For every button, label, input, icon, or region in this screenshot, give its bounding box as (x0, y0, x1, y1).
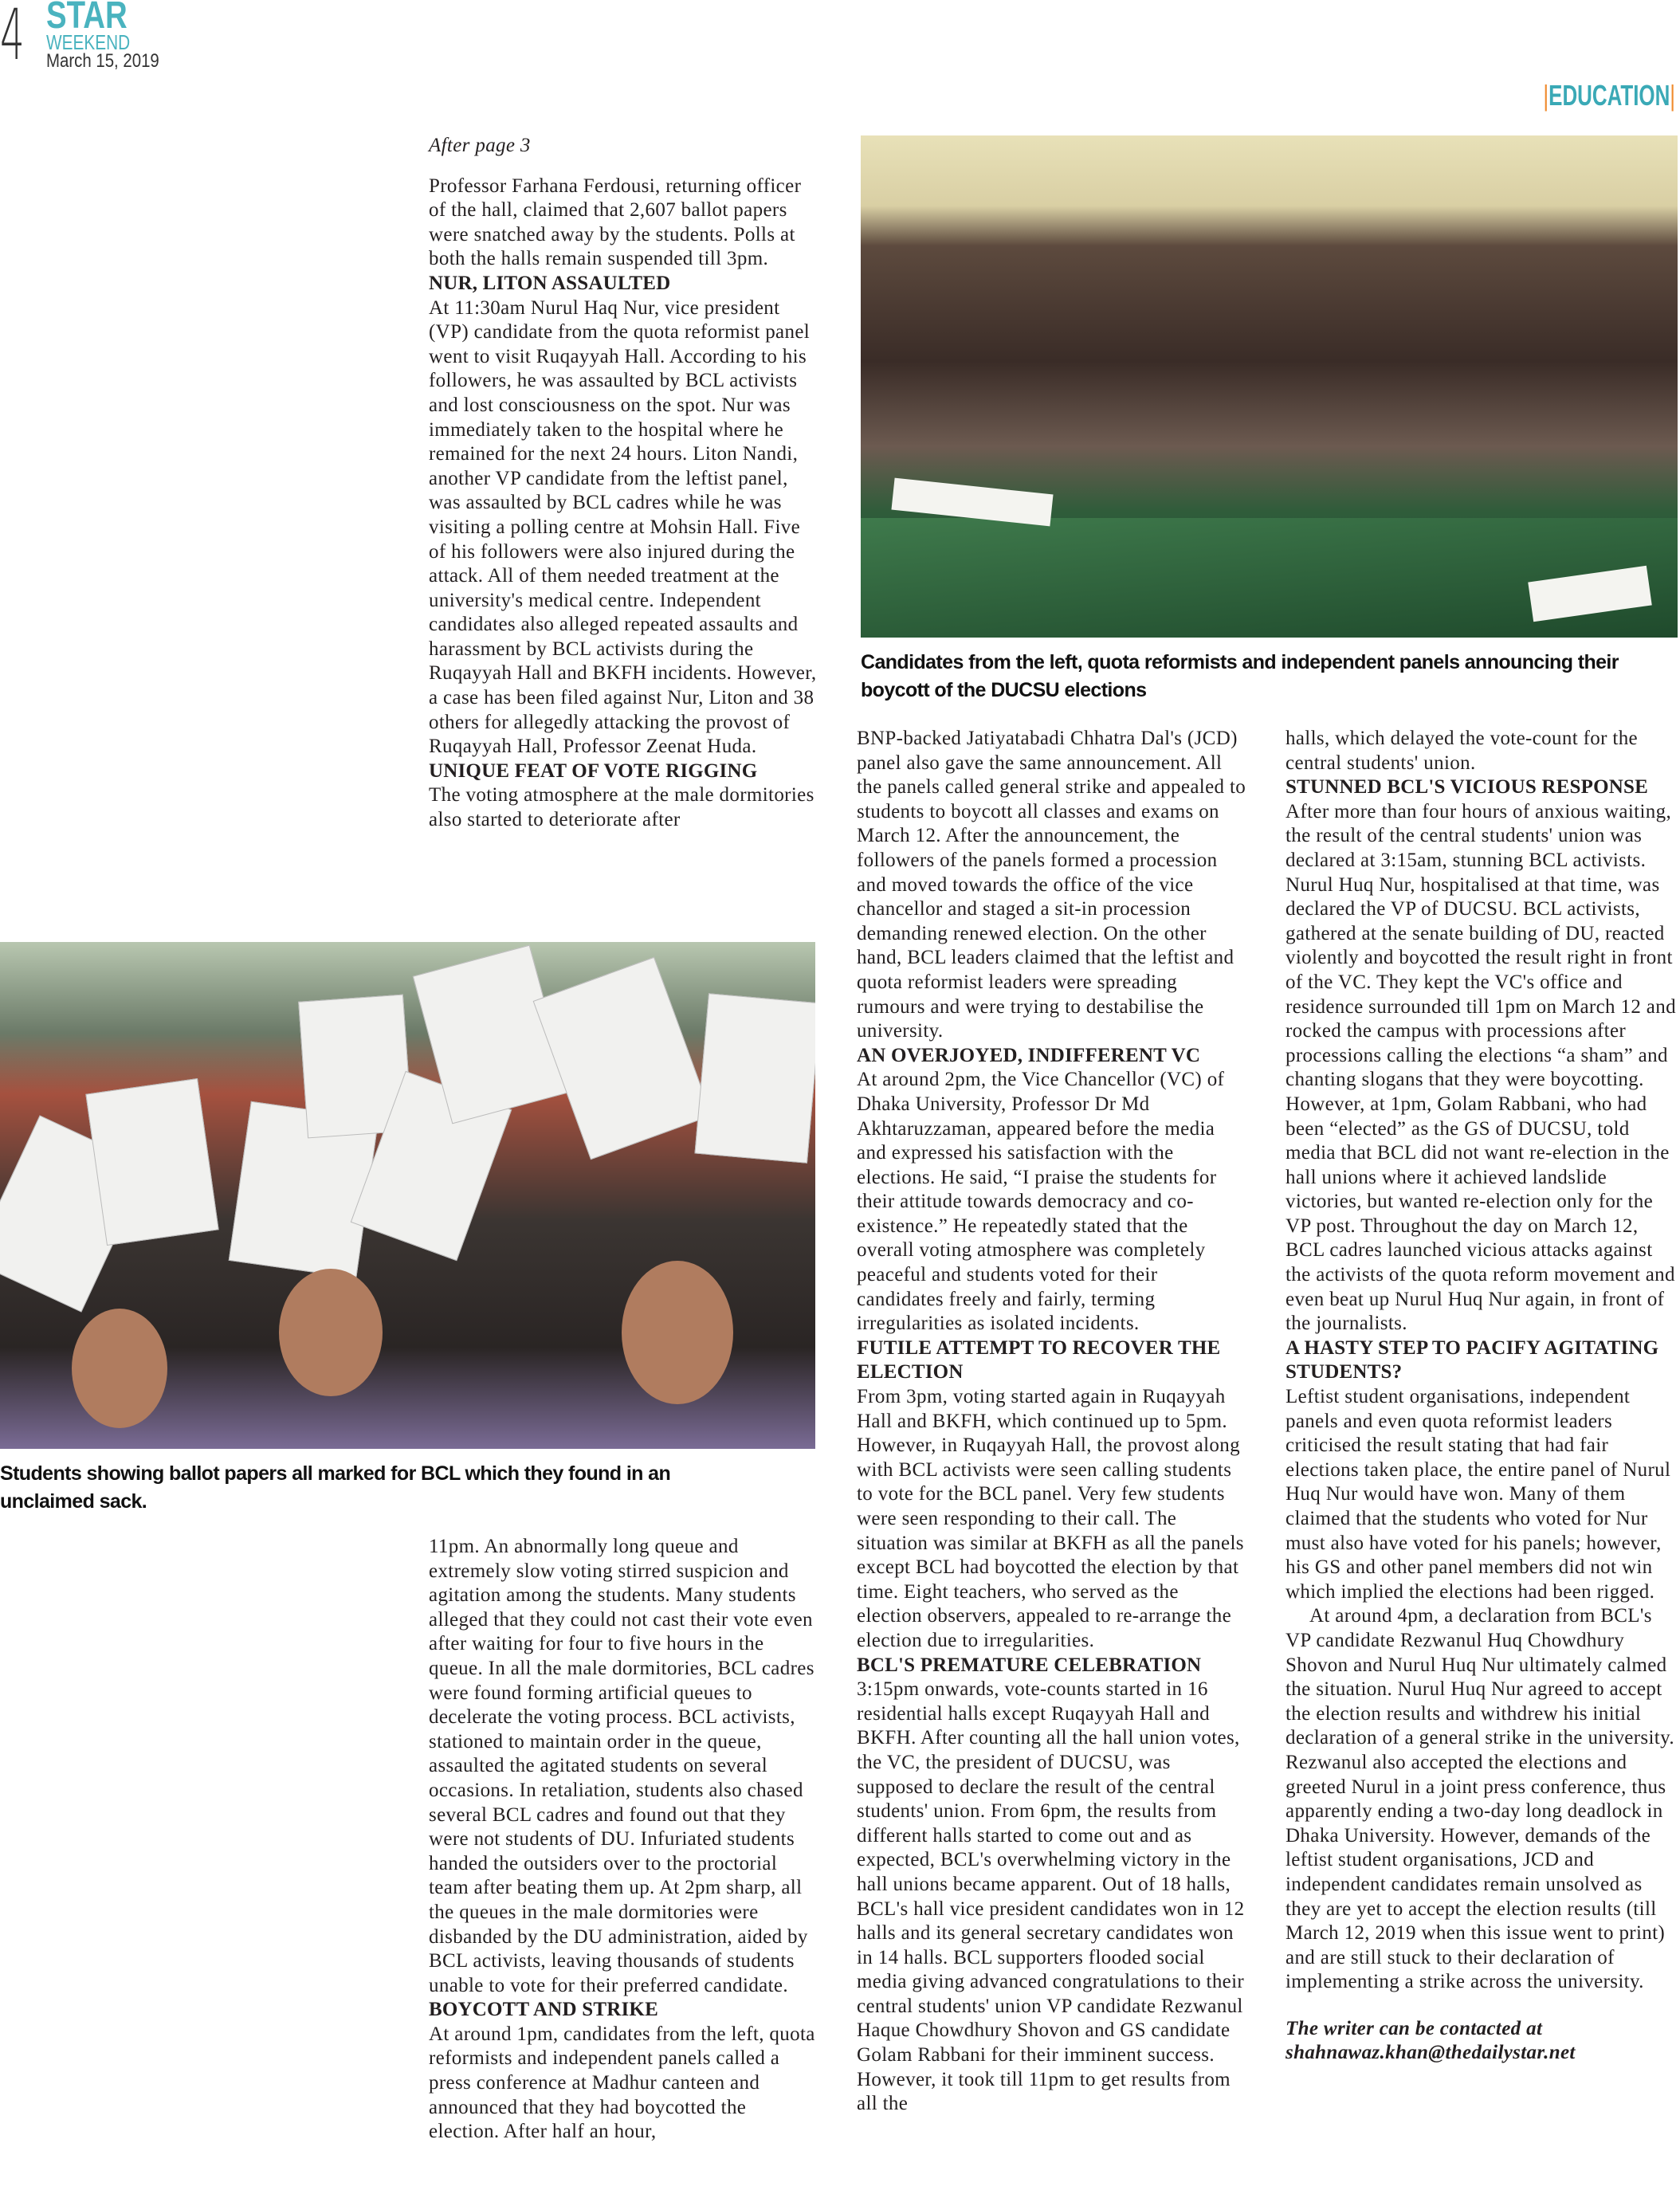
article-column-2 (857, 727, 1249, 2117)
paragraph: Leftist student organisations, independent panels and even quota reformist leaders criticised the result stating that had fair elections taken place, the entire panel of Nurul Huq Nur would have won. Many of them claimed that the students who voted for Nur must also have voted for his panels; however, his GS and other panel members did not win which implied the elections had been rigged. (1286, 1386, 1671, 1603)
logo-weekend: WEEKEND (46, 30, 131, 54)
article-column-1-bottom (429, 1535, 821, 2145)
subheading: FUTILE ATTEMPT TO RECOVER THE ELECTION (857, 1336, 1221, 1383)
student-face (622, 1261, 733, 1404)
contact-email[interactable]: shahnawaz.khan@thedailystar.net (1286, 2042, 1576, 2064)
paragraph: At around 2pm, the Vice Chancellor (VC) of Dhaka University, Professor Dr Md Akhtaruzzaman, appeared before the media and expressed his satisfaction with the elections. He said, “I praise the students for their attitude towards democracy and co-existence.” He repeatedly stated that the overall voting atmosphere was completely peaceful and students voted for their candidates freely and fairly, terming irregularities as isolated incidents. (857, 1069, 1225, 1335)
section-label-text: EDUCATION (1549, 79, 1670, 112)
paragraph: Professor Farhana Ferdousi, returning officer of the hall, claimed that 2,607 ballot papers were snatched away by the students. Polls at both the halls remain suspended till 3pm. (429, 175, 802, 270)
section-label: |EDUCATION| (1543, 79, 1675, 112)
contact-line: The writer can be contacted at (1286, 2017, 1543, 2039)
top-photo-caption: Candidates from the left, quota reformists and independent panels announcing their boycott of the DUCSU elections (861, 651, 1619, 701)
paragraph: 11pm. An abnormally long queue and extremely slow voting stirred suspicion and agitation among the students. Many students alleged that they could not cast their vote even after waiting for four to five hours in the queue. In all the male dormitories, BCL cadres were found forming artificial queues to decelerate the voting process. BCL activists, stationed to maintain order in the queue, assaulted the agitated students on several occasions. In retaliation, students also chased several BCL cadres and found out that they were not students of DU. Infuriated students handed the outsiders over to the proctorial team after beating them up. At 2pm sharp, all the queues in the male dormitories were disbanded by the DU administration, aided by BCL activists, leaving thousands of students unable to vote for their preferred candidate. (429, 1536, 814, 1996)
paragraph: BNP-backed Jatiyatabadi Chhatra Dal's (JCD) panel also gave the same announcement. All the panels called general strike and appealed to students to boycott all classes and exams on March 12. After the announcement, the followers of the panels formed a procession and moved towards the office of the vice chancellor and staged a sit-in procession demanding renewed election. On the other hand, BCL leaders claimed that the leftist and quota reformist leaders were spreading rumours and were trying to destabilise the university. (857, 728, 1246, 1042)
student-face (279, 1269, 383, 1396)
paragraph: At 11:30am Nurul Haq Nur, vice president (VP) candidate from the quota reformist panel went to visit Ruqayyah Hall. According to his followers, he was assaulted by BCL activists and lost consciousness on the spot. Nur was immediately taken to the hospital where he remained for the next 24 hours. Liton Nandi, another VP candidate from the leftist panel, was assaulted by BCL cadres while he was visiting a polling centre at Mohsin Hall. Five of his followers were also injured during the attack. All of them needed treatment at the university's medical centre. Independent candidates also alleged repeated assaults and harassment by BCL activists during the Ruqayyah Hall and BKFH incidents. However, a case has been filed against Nur, Liton and 38 others for allegedly attacking the provost of Ruqayyah Hall, Professor Zeenat Huda. (429, 296, 817, 758)
subheading: AN OVERJOYED, INDIFFERENT VC (857, 1044, 1201, 1066)
paragraph: At around 4pm, a declaration from BCL's VP candidate Rezwanul Huq Chowdhury Shovon and Nurul Huq Nur ultimately calmed the situation. Nurul Huq Nur agreed to accept the election results and withdrew his initial declaration of a general strike in the university. Rezwanul also accepted the elections and greeted Nurul in a joint press conference, thus apparently ending a two-day long deadlock in Dhaka University. However, demands of the leftist student organisations, JCD and independent candidates remain unsolved as they are yet to accept the election results (till March 12, 2019 when this issue went to print) and are still stuck to their declaration of implementing a strike across the university. (1286, 1605, 1674, 1993)
logo-star: STAR (46, 0, 128, 37)
ballot (533, 957, 712, 1160)
subheading: STUNNED BCL'S VICIOUS RESPONSE (1286, 776, 1648, 799)
press-conference-photo (861, 135, 1678, 638)
article-column-3 (1286, 727, 1678, 2066)
subheading: BOYCOTT AND STRIKE (429, 1999, 658, 2021)
page-number: 4 (0, 0, 25, 76)
subheading: UNIQUE FEAT OF VOTE RIGGING (429, 759, 758, 782)
paragraph: At around 1pm, candidates from the left, quota reformists and independent panels called a press conference at Madhur canteen and announced that they had boycotted the election. After half an hour, (429, 2023, 815, 2143)
left-photo-caption: Students showing ballot papers all marked for BCL which they found in an unclaimed sack. (0, 1462, 671, 1513)
paragraph: The voting atmosphere at the male dormitories also started to deteriorate after (429, 784, 814, 831)
article-column-1-top (429, 134, 821, 833)
student-face (72, 1309, 167, 1428)
ballot (694, 993, 815, 1164)
paragraph: 3:15pm onwards, vote-counts started in 16 residential halls except Ruqayyah Hall and BKFH. After counting all the hall union votes, the VC, the president of DUCSU, was supposed to declare the result of the central students' union. From 6pm, the results from different halls started to come out and as expected, BCL's overwhelming victory in the hall unions became apparent. Out of 18 halls, BCL's hall vice president candidates won in 12 halls and its general secretary candidates won in 14 halls. BCL supporters flooded social media giving advanced congratulations to their central students' union VP candidate Rezwanul Haque Chowdhury Shovon and GS candidate Golam Rabbani for their imminent success. However, it took till 11pm to get results from all the (857, 1678, 1245, 2115)
paragraph: After more than four hours of anxious waiting, the result of the central students' union was declared at 3:15am, stunning BCL activists. Nurul Huq Nur, hospitalised at that time, was declared the VP of DUCSU. BCL activists, gathered at the senate building of DU, reacted violently and boycotted the result right in front of the VC. They kept the VC's office and residence surrounded till 1pm on March 12 and rocked the campus with processions after processions calling the elections “a sham” and chanting slogans that they were boycotting. However, at 1pm, Golam Rabbani, who had been “elected” as the GS of DUCSU, told media that BCL did not want re-election in the hall unions where it achieved landslide victories, but wanted re-election only for the VP post. Throughout the day on March 12, BCL cadres launched vicious attacks against the activists of the quota reform movement and even beat up Nurul Huq Nur again, in front of the journalists. (1286, 800, 1676, 1335)
issue-date: March 15, 2019 (46, 50, 159, 72)
paragraph: halls, which delayed the vote-count for the central students' union. (1286, 728, 1638, 774)
subheading: A HASTY STEP TO PACIFY AGITATING STUDENTS? (1286, 1336, 1659, 1383)
ballot (85, 1078, 218, 1246)
subheading: BCL'S PREMATURE CELEBRATION (857, 1654, 1202, 1676)
subheading: NUR, LITON ASSAULTED (429, 272, 671, 294)
kicker: After page 3 (429, 135, 531, 156)
ballot-papers-photo (0, 942, 815, 1449)
paragraph: From 3pm, voting started again in Ruqayyah Hall and BKFH, which continued up to 5pm. However, in Ruqayyah Hall, the provost along with BCL activists were seen calling students to vote for the BCL panel. Very few students were seen responding to their call. The situation was similar at BKFH as all the panels except BCL had boycotted the election by that time. Eight teachers, who served as the election observers, appealed to re-arrange the election due to irregularities. (857, 1386, 1244, 1651)
